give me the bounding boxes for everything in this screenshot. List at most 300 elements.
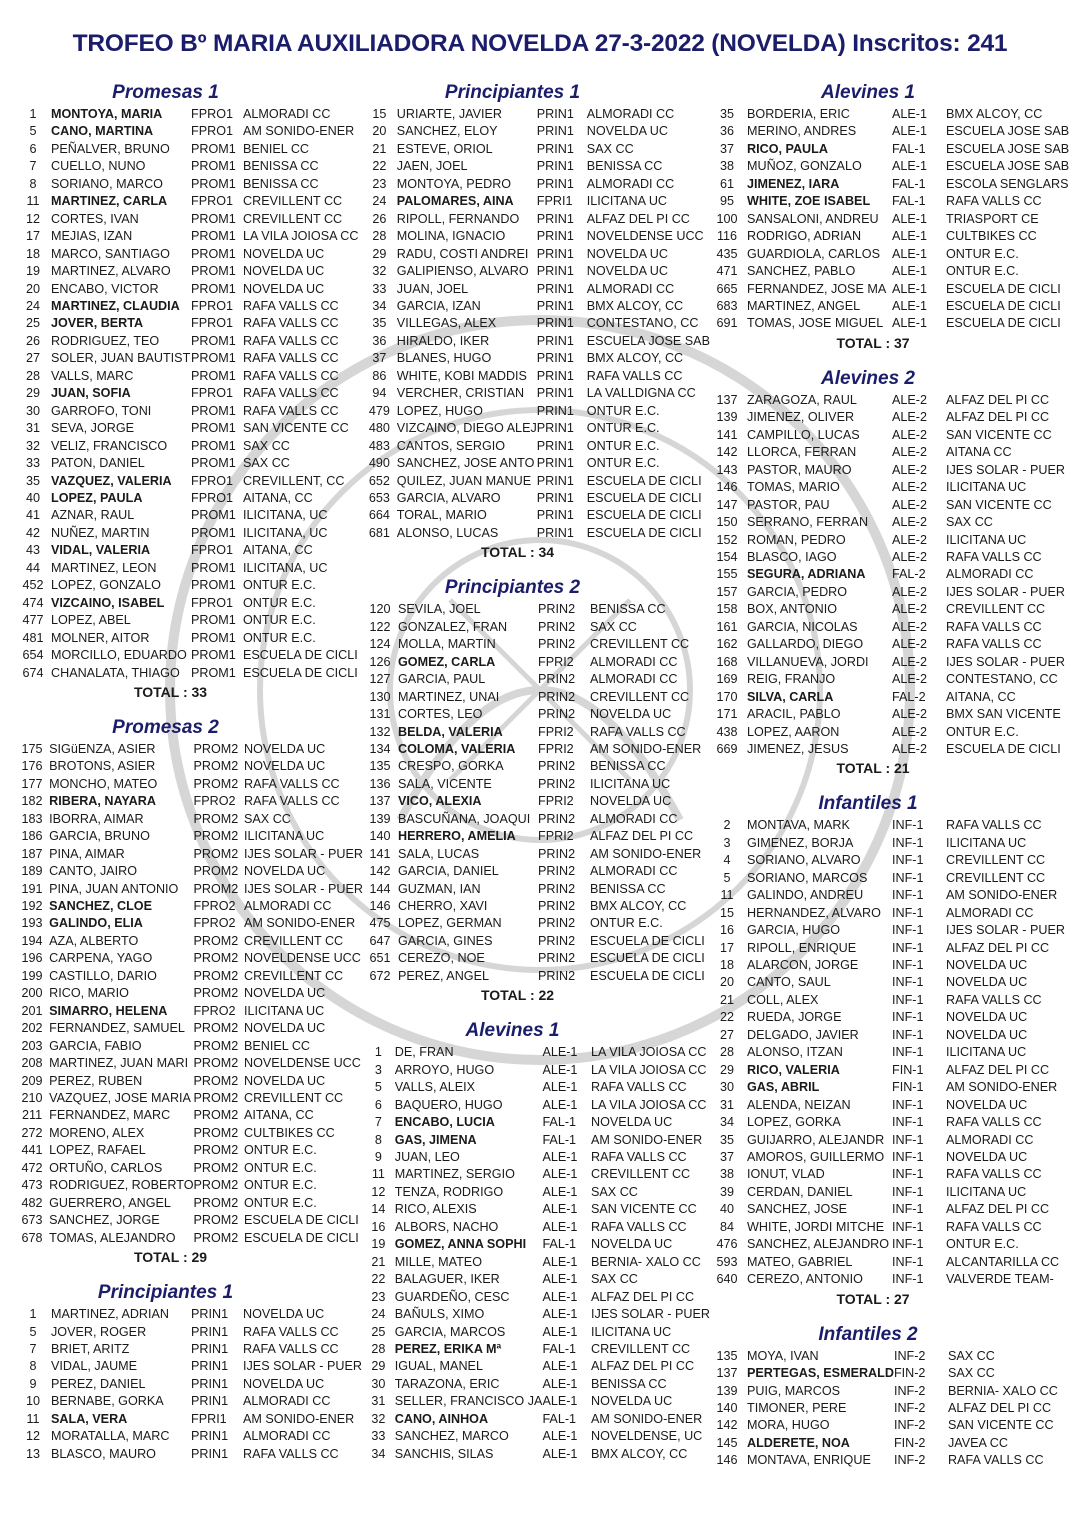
- club-name: ONTUR E.C.: [946, 724, 1019, 739]
- bib-number: 27: [719, 1027, 734, 1042]
- club-name: ALFAZ DEL PI CC: [591, 1289, 695, 1304]
- club-name: SAN VICENTE CC: [591, 1202, 697, 1217]
- rider-row: [18, 811, 363, 828]
- rider-name: PATON, DANIEL: [51, 456, 145, 471]
- bib-number: 120: [369, 602, 391, 617]
- rider-name: JUAN, SOFIA: [51, 386, 131, 401]
- club-name: ALFAZ DEL PI CC: [946, 410, 1050, 425]
- club-name: RAFA VALLS CC: [591, 1150, 687, 1165]
- rider-row: [713, 1132, 1065, 1149]
- club-name: VALVERDE TEAM-: [946, 1272, 1054, 1287]
- rider-row: [365, 811, 708, 828]
- rider-name: RODRIGUEZ, TEO: [51, 333, 160, 348]
- rider-name: BORDERIA, ERIC: [747, 107, 850, 121]
- club-name: ALMORADI CC: [244, 899, 332, 914]
- bib-number: 139: [369, 811, 391, 826]
- column-3: [713, 80, 1073, 1484]
- rider-row: [713, 1079, 1065, 1096]
- category-code: INF-1: [892, 1132, 924, 1147]
- club-name: ESCUELA DE CICLI: [586, 490, 702, 505]
- club-name: NOVELDA UC: [946, 1027, 1028, 1042]
- rider-name: CORTES, LEO: [398, 707, 483, 722]
- bib-number: 652: [368, 473, 390, 488]
- bib-number: 40: [719, 1202, 734, 1217]
- category-code: FPRI2: [538, 741, 574, 756]
- category-code: PROM2: [193, 986, 239, 1001]
- category-code: FPRO1: [191, 107, 233, 121]
- rider-row: [713, 601, 1065, 618]
- category-code: INF-1: [892, 923, 924, 938]
- rider-row: [365, 619, 708, 636]
- category-code: INF-2: [893, 1348, 926, 1363]
- rider-name: PEÑALVER, BRUNO: [51, 141, 170, 156]
- bib-number: 126: [369, 654, 391, 669]
- bib-number: 24: [25, 298, 40, 313]
- bib-number: 29: [371, 1359, 386, 1374]
- category-code: ALE-1: [542, 1429, 578, 1444]
- rider-row: [713, 281, 1069, 298]
- category-code: ALE-2: [892, 392, 928, 407]
- rider-row: [18, 246, 361, 263]
- club-name: RAFA VALLS CC: [243, 333, 339, 348]
- rider-row: [365, 898, 708, 915]
- club-name: ALMORADI CC: [590, 811, 678, 826]
- category-code: PRIN1: [536, 124, 574, 139]
- rider-name: BLASCO, IAGO: [747, 549, 837, 564]
- category-code: PROM2: [193, 1073, 239, 1088]
- rider-row: [18, 933, 363, 950]
- rider-row: [365, 438, 710, 455]
- bib-number: 7: [29, 1342, 37, 1356]
- club-name: ILICITANA, UC: [243, 525, 328, 540]
- club-name: ALMORADI CC: [946, 567, 1034, 582]
- bib-number: 21: [372, 141, 387, 156]
- rider-name: PEREZ, DANIEL: [51, 1376, 146, 1391]
- bib-number: 141: [369, 846, 391, 861]
- club-name: AM SONIDO-ENER: [244, 916, 356, 931]
- club-name: NOVELDA UC: [243, 281, 325, 296]
- rider-name: PEREZ, ANGEL: [398, 968, 489, 983]
- club-name: RAFA VALLS CC: [243, 368, 339, 383]
- club-name: ESCUELA DE CICLI: [586, 508, 702, 523]
- rider-row: [713, 176, 1069, 193]
- club-name: ALMORADI CC: [590, 672, 678, 687]
- club-name: AM SONIDO-ENER: [946, 888, 1058, 903]
- club-name: NOVELDA UC: [590, 707, 672, 722]
- column-2: [365, 80, 710, 1477]
- riders-table: [18, 741, 363, 1247]
- rider-row: [18, 158, 361, 175]
- rider-row: [713, 1009, 1065, 1026]
- club-name: NOVELDA UC: [590, 794, 672, 809]
- rider-row: [713, 1435, 1066, 1452]
- rider-row: [18, 846, 363, 863]
- bib-number: 142: [716, 1418, 738, 1433]
- rider-row: [18, 473, 361, 490]
- rider-name: LOPEZ, GORKA: [747, 1115, 841, 1130]
- bib-number: 20: [372, 124, 387, 139]
- bib-number: 12: [25, 211, 40, 226]
- bib-number: 480: [368, 421, 390, 436]
- category-code: PROM1: [191, 456, 236, 471]
- category-code: PROM2: [193, 846, 239, 861]
- rider-name: GUARDIOLA, CARLOS: [747, 246, 880, 261]
- rider-row: [365, 106, 710, 123]
- bib-number: 28: [372, 229, 387, 244]
- bib-number: 139: [716, 1383, 738, 1398]
- rider-name: GOMEZ, CARLA: [398, 654, 496, 669]
- club-name: NOVELDA UC: [586, 246, 668, 261]
- rider-row: [365, 968, 708, 985]
- bib-number: 34: [719, 1115, 734, 1130]
- rider-row: [365, 455, 710, 472]
- club-name: ESCUELA DE CICLI: [946, 298, 1061, 313]
- bib-number: 84: [719, 1219, 734, 1234]
- rider-name: RIPOLL, FERNANDO: [396, 211, 520, 226]
- category-code: ALE-1: [542, 1394, 578, 1409]
- rider-name: MOLNER, AITOR: [51, 630, 150, 645]
- rider-name: JIMENEZ, JESUS: [747, 741, 849, 756]
- category-code: PROM1: [191, 159, 236, 174]
- category-code: ALE-1: [892, 124, 928, 139]
- club-name: CONTESTANO, CC: [946, 672, 1058, 687]
- rider-name: RODRIGUEZ, ROBERTO: [49, 1178, 194, 1193]
- rider-row: [713, 974, 1065, 991]
- bib-number: 16: [719, 923, 734, 938]
- rider-row: [365, 141, 710, 158]
- bib-number: 137: [716, 392, 738, 407]
- rider-row: [713, 1254, 1065, 1271]
- rider-name: GAS, ABRIL: [747, 1080, 820, 1095]
- club-name: CREVILLENT CC: [244, 933, 344, 948]
- category-code: ALE-2: [892, 410, 928, 425]
- bib-number: 8: [29, 176, 37, 191]
- category-total: TOTAL : 27: [836, 1290, 910, 1307]
- category-code: INF-1: [892, 1219, 924, 1234]
- rider-row: [18, 490, 361, 507]
- rider-row: [18, 863, 363, 880]
- category-code: INF-1: [892, 1115, 924, 1130]
- category-code: PRIN1: [536, 438, 574, 453]
- category-code: PRIN1: [536, 508, 574, 523]
- category-code: PROM2: [193, 829, 239, 844]
- rider-name: RICO, MARIO: [49, 986, 129, 1001]
- rider-name: VERCHER, CRISTIAN: [396, 386, 525, 401]
- category-title: Principiantes 1: [97, 1282, 234, 1304]
- club-name: NOVELDA UC: [946, 1010, 1028, 1025]
- club-name: NOVELDA UC: [243, 1307, 325, 1322]
- club-name: IJES SOLAR - PUER: [946, 462, 1065, 477]
- club-name: ESCUELA DE CICLI: [243, 648, 358, 663]
- club-name: ALMORADI CC: [946, 905, 1034, 920]
- rider-name: RIBERA, NAYARA: [49, 794, 156, 809]
- category-title: Principiantes 1: [444, 82, 581, 103]
- rider-name: BAÑULS, XIMO: [394, 1307, 485, 1322]
- club-name: ONTUR E.C.: [946, 1237, 1019, 1252]
- bib-number: 477: [22, 613, 44, 628]
- club-name: RAFA VALLS CC: [244, 794, 340, 809]
- rider-name: DE, FRAN: [394, 1045, 454, 1060]
- category-code: INF-2: [893, 1418, 926, 1433]
- bib-number: 17: [25, 229, 40, 244]
- category-code: PROM1: [191, 438, 236, 453]
- rider-row: [365, 776, 708, 793]
- bib-number: 157: [716, 584, 738, 599]
- category-code: PROM1: [191, 351, 236, 366]
- rider-name: MARTINEZ, ANGEL: [747, 298, 861, 313]
- rider-row: [713, 654, 1065, 671]
- bib-number: 483: [368, 438, 390, 453]
- club-name: NOVELDENSE UCC: [586, 229, 704, 244]
- rider-name: CUELLO, NUNO: [51, 159, 146, 174]
- category-code: FPRO1: [191, 124, 233, 139]
- bib-number: 35: [719, 1132, 734, 1147]
- rider-row: [713, 905, 1065, 922]
- rider-name: LLORCA, FERRAN: [747, 445, 857, 460]
- category-code: INF-1: [892, 1272, 924, 1287]
- rider-name: CARPENA, YAGO: [49, 951, 153, 966]
- rider-name: JUAN, LEO: [394, 1150, 460, 1165]
- club-name: RAFA VALLS CC: [946, 992, 1042, 1007]
- category-code: FAL-1: [542, 1132, 577, 1147]
- club-name: AM SONIDO-ENER: [591, 1132, 703, 1147]
- rider-name: TIMONER, PERE: [747, 1401, 847, 1415]
- rider-name: SEVA, JORGE: [51, 421, 135, 436]
- bib-number: 196: [21, 951, 43, 966]
- club-name: BMX ALCOY, CC: [590, 899, 687, 914]
- rider-row: [713, 1184, 1065, 1201]
- rider-row: [713, 479, 1065, 496]
- rider-name: JIMENEZ, OLIVER: [747, 410, 855, 425]
- club-name: ALFAZ DEL PI CC: [947, 1401, 1052, 1415]
- club-name: RAFA VALLS CC: [946, 818, 1042, 833]
- category-code: PROM2: [193, 811, 239, 826]
- rider-name: SANCHEZ, CLOE: [49, 899, 152, 914]
- category-code: PRIN2: [538, 933, 576, 948]
- riders-table: [18, 1306, 362, 1463]
- category-code: ALE-2: [892, 619, 928, 634]
- club-name: ESCUELA JOSE SAB: [946, 141, 1070, 156]
- club-name: ESCUELA DE CICLI: [946, 741, 1061, 756]
- club-name: NOVELDA UC: [244, 986, 326, 1001]
- club-name: ESCUELA DE CICLI: [244, 1213, 359, 1228]
- category-code: PROM2: [193, 1195, 239, 1210]
- rider-name: MORA, HUGO: [747, 1418, 830, 1433]
- club-name: AITANA, CC: [244, 1108, 314, 1123]
- club-name: ILICITANA, UC: [243, 560, 328, 575]
- rider-row: [18, 898, 363, 915]
- category-code: PRIN2: [538, 759, 576, 774]
- category-code: ALE-2: [892, 532, 928, 547]
- rider-row: [713, 1149, 1065, 1166]
- rider-name: SANCHIS, SILAS: [394, 1446, 494, 1461]
- category-code: PROM2: [193, 759, 239, 774]
- bib-number: 143: [716, 462, 738, 477]
- rider-name: GARCIA, NICOLAS: [747, 619, 858, 634]
- bib-number: 1: [374, 1045, 382, 1060]
- rider-name: VAZQUEZ, JOSE MARIA: [49, 1091, 191, 1106]
- rider-row: [365, 176, 710, 193]
- rider-name: BALAGUER, IKER: [394, 1272, 500, 1287]
- rider-row: [713, 315, 1069, 332]
- rider-row: [365, 1289, 710, 1306]
- bib-number: 43: [25, 543, 40, 558]
- rider-name: GUARDEÑO, CESC: [394, 1289, 510, 1304]
- rider-name: ENCABO, LUCIA: [394, 1115, 495, 1130]
- category-code: PRIN1: [536, 403, 574, 418]
- rider-name: VIZCAINO, ISABEL: [51, 595, 165, 610]
- rider-name: TOMAS, JOSE MIGUEL: [747, 316, 884, 331]
- rider-row: [365, 1271, 710, 1288]
- rider-row: [365, 1324, 710, 1341]
- rider-row: [18, 315, 361, 332]
- rider-row: [365, 724, 708, 741]
- rider-row: [365, 950, 708, 967]
- category-code: PRIN1: [536, 141, 574, 156]
- rider-name: CEREZO, ANTONIO: [747, 1272, 863, 1287]
- rider-name: CANTOS, SERGIO: [396, 438, 506, 453]
- club-name: NOVELDA UC: [586, 264, 668, 279]
- category-code: ALE-2: [892, 497, 928, 512]
- bib-number: 61: [719, 176, 734, 191]
- rider-name: SANSALONI, ANDREU: [747, 211, 879, 226]
- rider-row: [18, 228, 361, 245]
- club-name: ILICITANA UC: [244, 829, 325, 844]
- club-name: AM SONIDO-ENER: [243, 1411, 355, 1426]
- rider-row: [713, 870, 1065, 887]
- category-code: ALE-1: [892, 316, 928, 331]
- rider-row: [713, 1365, 1066, 1382]
- bib-number: 5: [29, 124, 37, 139]
- rider-row: [713, 584, 1065, 601]
- bib-number: 11: [371, 1167, 385, 1182]
- category-code: PROM1: [191, 421, 236, 436]
- category-code: FPRO2: [193, 1003, 236, 1018]
- rider-name: ALONSO, ITZAN: [747, 1045, 843, 1060]
- rider-name: WHITE, KOBI MADDIS: [396, 368, 527, 383]
- category-code: INF-1: [892, 1167, 924, 1182]
- category-code: PROM1: [191, 281, 236, 296]
- bib-number: 140: [716, 1401, 738, 1415]
- club-name: RAFA VALLS CC: [946, 619, 1042, 634]
- category-code: PRIN1: [191, 1429, 229, 1444]
- rider-name: GALLARDO, DIEGO: [747, 637, 864, 652]
- rider-row: [18, 776, 363, 793]
- category-total: TOTAL : 34: [480, 544, 555, 561]
- category-total: TOTAL : 37: [836, 334, 910, 351]
- category-code: ALE-2: [892, 462, 928, 477]
- rider-row: [713, 1027, 1065, 1044]
- bib-number: 691: [716, 316, 738, 331]
- rider-row: [713, 1166, 1065, 1183]
- club-name: SAN VICENTE CC: [947, 1418, 1054, 1433]
- category-code: FPRI2: [538, 654, 574, 669]
- category-code: ALE-2: [892, 672, 928, 687]
- rider-row: [365, 228, 710, 245]
- rider-name: CAMPILLO, LUCAS: [747, 427, 860, 442]
- rider-row: [365, 846, 708, 863]
- rider-row: [365, 1341, 710, 1358]
- rider-row: [18, 1073, 363, 1090]
- club-name: AITANA, CC: [946, 689, 1016, 704]
- rider-name: SORIANO, MARCOS: [747, 870, 868, 885]
- bib-number: 27: [25, 351, 40, 366]
- rider-row: [365, 368, 710, 385]
- category-code: PROM1: [191, 176, 236, 191]
- rider-name: GARCIA, GINES: [398, 933, 493, 948]
- bib-number: 654: [22, 648, 44, 663]
- bib-number: 4: [723, 853, 731, 868]
- rider-name: MARTINEZ, ALVARO: [51, 264, 171, 279]
- bib-number: 168: [716, 654, 738, 669]
- club-name: ESCUELA DE CICLI: [586, 473, 702, 488]
- rider-name: CANO, AINHOA: [394, 1411, 489, 1426]
- rider-row: [18, 211, 361, 228]
- rider-name: SERRANO, FERRAN: [747, 515, 869, 530]
- club-name: ESCUELA JOSE SAB: [946, 159, 1070, 174]
- club-name: NOVELDA UC: [591, 1237, 673, 1252]
- category-code: ALE-1: [542, 1097, 578, 1112]
- club-name: ALMORADI CC: [586, 176, 675, 191]
- category-code: ALE-1: [892, 264, 928, 279]
- rider-name: MEJIAS, IZAN: [51, 229, 133, 244]
- rider-name: FERNANDEZ, MARC: [49, 1108, 171, 1123]
- bib-number: 651: [369, 951, 391, 966]
- club-name: ESCUELA JOSE SAB: [946, 124, 1070, 139]
- rider-name: ROMAN, PEDRO: [747, 532, 846, 547]
- rider-row: [365, 123, 710, 140]
- club-name: BENISSA CC: [590, 881, 666, 896]
- rider-row: [365, 689, 708, 706]
- club-name: ONTUR E.C.: [244, 1143, 317, 1158]
- club-name: RAFA VALLS CC: [243, 386, 339, 401]
- rider-name: BRIET, ARITZ: [51, 1342, 130, 1356]
- rider-row: [18, 420, 361, 437]
- bib-number: 9: [374, 1150, 382, 1165]
- bib-number: 135: [716, 1348, 738, 1363]
- bib-number: 12: [371, 1184, 386, 1199]
- category-code: FAL-1: [542, 1411, 577, 1426]
- rider-row: [713, 1114, 1065, 1131]
- rider-name: BAQUERO, HUGO: [394, 1097, 503, 1112]
- bib-number: 100: [716, 211, 738, 226]
- category-code: ALE-2: [892, 427, 928, 442]
- club-name: NOVELDA UC: [243, 1376, 325, 1391]
- rider-row: [713, 671, 1065, 688]
- rider-row: [365, 1184, 710, 1201]
- rider-name: MARTINEZ, CARLA: [51, 194, 168, 209]
- category-code: PRIN2: [538, 619, 576, 634]
- bib-number: 37: [719, 1150, 734, 1165]
- bib-number: 471: [716, 264, 738, 279]
- rider-row: [713, 1044, 1065, 1061]
- rider-row: [713, 636, 1065, 653]
- bib-number: 25: [371, 1324, 386, 1339]
- rider-name: GALIPIENSO, ALVARO: [396, 264, 529, 279]
- bib-number: 476: [716, 1237, 738, 1252]
- category-code: INF-2: [893, 1383, 926, 1398]
- club-name: ESCUELA DE CICLI: [590, 968, 705, 983]
- rider-row: [18, 298, 361, 315]
- club-name: ONTUR E.C.: [586, 421, 660, 436]
- rider-row: [365, 263, 710, 280]
- category-code: PROM1: [191, 141, 236, 156]
- bib-number: 673: [21, 1213, 43, 1228]
- bib-number: 21: [371, 1254, 386, 1269]
- rider-row: [713, 211, 1069, 228]
- category-code: ALE-2: [892, 707, 928, 722]
- bib-number: 20: [25, 281, 40, 296]
